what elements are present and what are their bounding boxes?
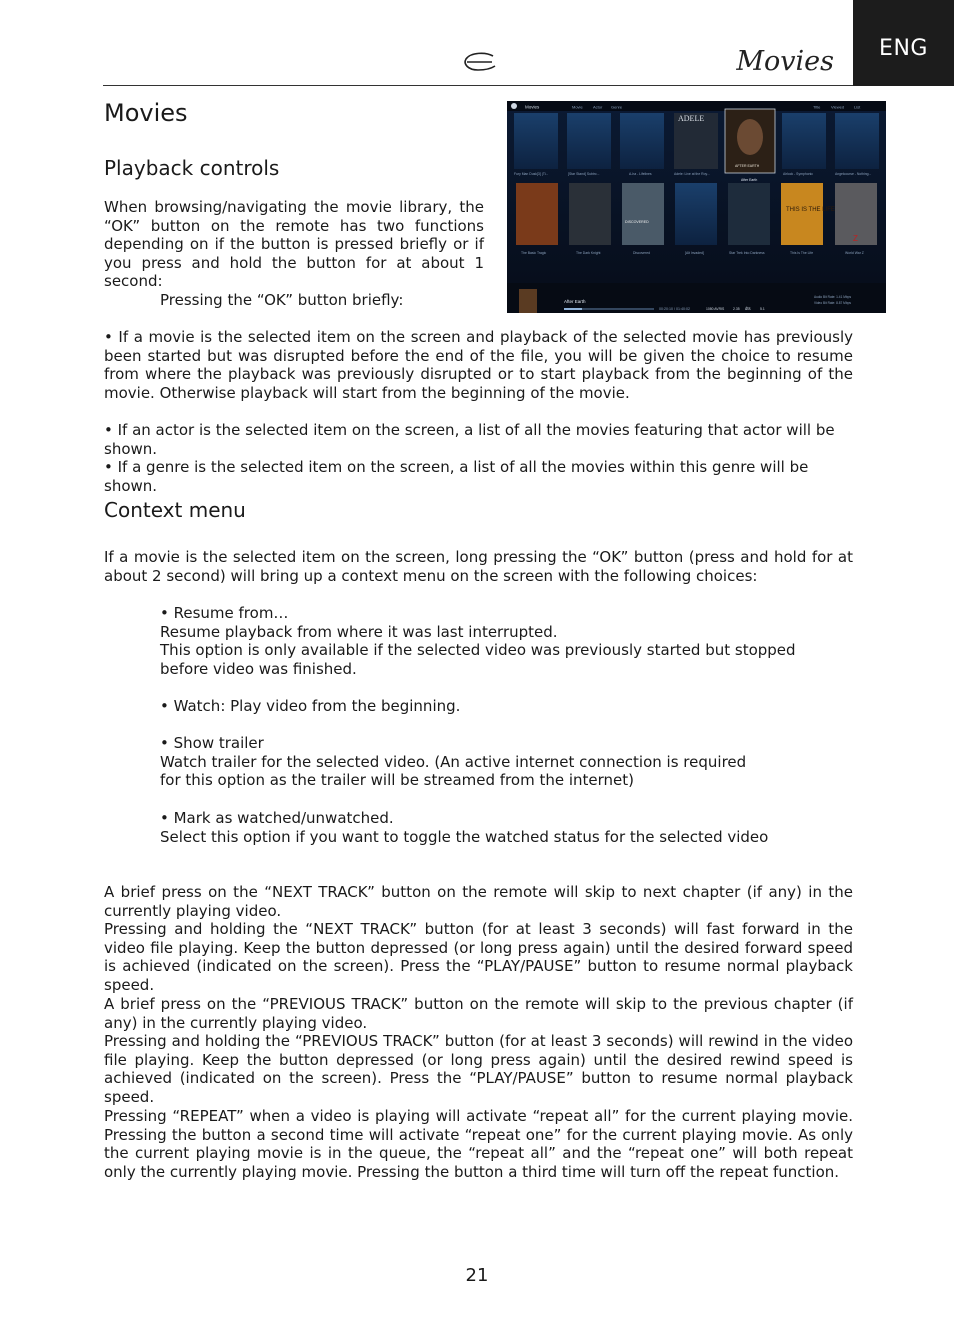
previous-track-brief: A brief press on the “PREVIOUS TRACK” button on the remote will skip to the previous chapter (if any) in the currently playing video.	[104, 995, 853, 1032]
playback-bullet-genre: • If a genre is the selected item on the screen, a list of all the movies within this genre will be shown.	[104, 458, 809, 495]
shot-row2-label: [Alt Invaded]	[685, 251, 704, 255]
header-divider	[103, 85, 853, 86]
shot-codec-channels: 5.1	[760, 307, 765, 311]
shot-now-playing: After Earth	[564, 299, 586, 304]
context-option-line: This option is only available if the selected video was previously started but stopped before video was finished.	[160, 641, 796, 678]
context-option-watch	[160, 697, 820, 716]
section-heading-playback: Playback controls	[104, 156, 280, 180]
previous-track-block	[104, 995, 853, 1107]
shot-codec-video: 1080 AVRIS	[706, 307, 725, 311]
next-track-hold: Pressing and holding the “NEXT TRACK” button (for at least 3 seconds) will fast forward in the video file playing. Keep the button depressed (or long press again) until the desired forward speed is achieved (indicated on the screen). Press the “PLAY/PAUSE” button to resume normal playback speed.	[104, 920, 853, 994]
shot-row1-label: A-ha - Lifelines	[629, 172, 652, 176]
context-option-title: • Watch: Play video from the beginning.	[160, 697, 461, 715]
playback-bullet-movie: • If a movie is the selected item on the screen and playback of the selected movie has previously been started but was disrupted before the end of the file, you will be given the choice to resume from where the playback was previously disrupted or to start playback from the beginning of the movie. Otherwise playback will start from the beginning of the movie.	[104, 328, 853, 402]
context-option-mark	[160, 809, 820, 846]
shot-row1-label: Angelcourse - Nothing...	[835, 172, 872, 176]
playback-bullet-actor: • If an actor is the selected item on the screen, a list of all the movies featuring that actor will be shown.	[104, 421, 835, 458]
shot-row2-label: World War Z	[845, 251, 864, 255]
svg-text:DISCOVERED: DISCOVERED	[625, 220, 649, 224]
shot-filter-title: Title	[813, 104, 821, 110]
shot-row2-label: Discovered	[633, 251, 650, 255]
context-option-title: • Show trailer	[160, 734, 264, 752]
page-number: 21	[465, 1265, 489, 1286]
shot-codec-aspect: 2.35	[733, 307, 740, 311]
shot-row2-label: This Is The Life	[790, 251, 814, 255]
context-option-line: Select this option if you want to toggle the watched status for the selected video	[160, 827, 769, 846]
svg-text:ADELE: ADELE	[678, 114, 705, 123]
context-intro: If a movie is the selected item on the screen, long pressing the “OK” button (press and hold for at about 2 second) will bring up a context menu on the screen with the following choices:	[104, 548, 853, 585]
context-option-title: • Resume from…	[160, 604, 289, 622]
svg-text:THIS IS THE LIFE: THIS IS THE LIFE	[786, 207, 835, 213]
shot-row1-label: Airlock - Symphonic	[783, 172, 813, 176]
brand-logo	[462, 50, 498, 76]
shot-filter-list: List	[854, 104, 861, 110]
context-option-line: Resume playback from where it was last interrupted.	[160, 622, 558, 641]
header-title: Movies	[736, 46, 834, 77]
context-option-trailer	[160, 734, 760, 790]
page-title: Movies	[104, 99, 188, 127]
shot-row2-label: Star Trek Into Darkness	[729, 251, 765, 255]
shot-menu-movie: Movie	[572, 104, 583, 110]
shot-row2-label: The Basic Tragic	[521, 251, 547, 255]
shot-row-1	[514, 109, 879, 173]
shot-video-bitrate: Video Bit Rate: 8.87 Mbps	[814, 301, 851, 305]
shot-row2-label: The Dark Knight	[576, 251, 601, 255]
shot-menu-movies: Movies	[525, 104, 540, 110]
playback-intro: When browsing/navigating the movie library, the “OK” button on the remote has two functions depending on if the button is pressed briefly or if you press and hold the button for at about 1 second:	[104, 198, 484, 291]
section-heading-context: Context menu	[104, 498, 246, 522]
shot-row1-label: Fury Man Dusk[3] (Ti...	[514, 172, 549, 176]
shot-filter-viewed: Viewed	[831, 104, 845, 110]
language-tab: ENG	[853, 0, 954, 86]
svg-text:Z: Z	[853, 234, 858, 243]
previous-track-hold: Pressing and holding the “PREVIOUS TRACK” button (for at least 3 seconds) will rewind in the video file playing. Keep the button depressed (or long press again) until the desired rewind speed is achieved (indicated on the screen). Press the “PLAY/PAUSE” button to resume normal playback speed.	[104, 1032, 853, 1106]
svg-text:AFTER EARTH: AFTER EARTH	[735, 164, 760, 168]
context-option-line: Watch trailer for the selected video. (An active internet connection is required for this option as the trailer will be streamed from the internet)	[160, 752, 747, 790]
shot-audio-bitrate: Audio Bit Rate: 1.41 Mbps	[814, 295, 852, 299]
next-track-brief: A brief press on the “NEXT TRACK” button on the remote will skip to next chapter (if any) in the currently playing video.	[104, 883, 853, 920]
shot-row1-label: [Star Stand] Subtrc...	[568, 172, 600, 176]
playback-subheading: Pressing the “OK” button briefly:	[160, 291, 404, 309]
shot-row1-label: Adele: Live at the Roy...	[674, 172, 710, 176]
shot-time: 00:20:10 / 01:40:02	[659, 307, 690, 311]
shot-progress-fill	[564, 308, 582, 310]
context-option-title: • Mark as watched/unwatched.	[160, 809, 394, 827]
shot-codec-audio: dts	[745, 306, 751, 311]
movie-library-screenshot	[507, 101, 886, 313]
repeat-paragraph: Pressing “REPEAT” when a video is playing will activate “repeat all” for the current playing movie. Pressing the button a second time will activate “repeat one” for the current playing movie. As only the current playing movie is in the queue, the “repeat all” and the “repeat one” will both repeat only the currently playing movie. Pressing the button a third time will turn off the repeat function.	[104, 1107, 853, 1181]
shot-row1-label: After Earth	[741, 178, 758, 182]
context-option-resume	[160, 604, 820, 678]
shot-menu-actor: Actor	[593, 104, 603, 110]
shot-menu-genre: Genre	[611, 104, 623, 110]
shot-row-2	[516, 183, 877, 245]
next-track-block	[104, 883, 853, 995]
